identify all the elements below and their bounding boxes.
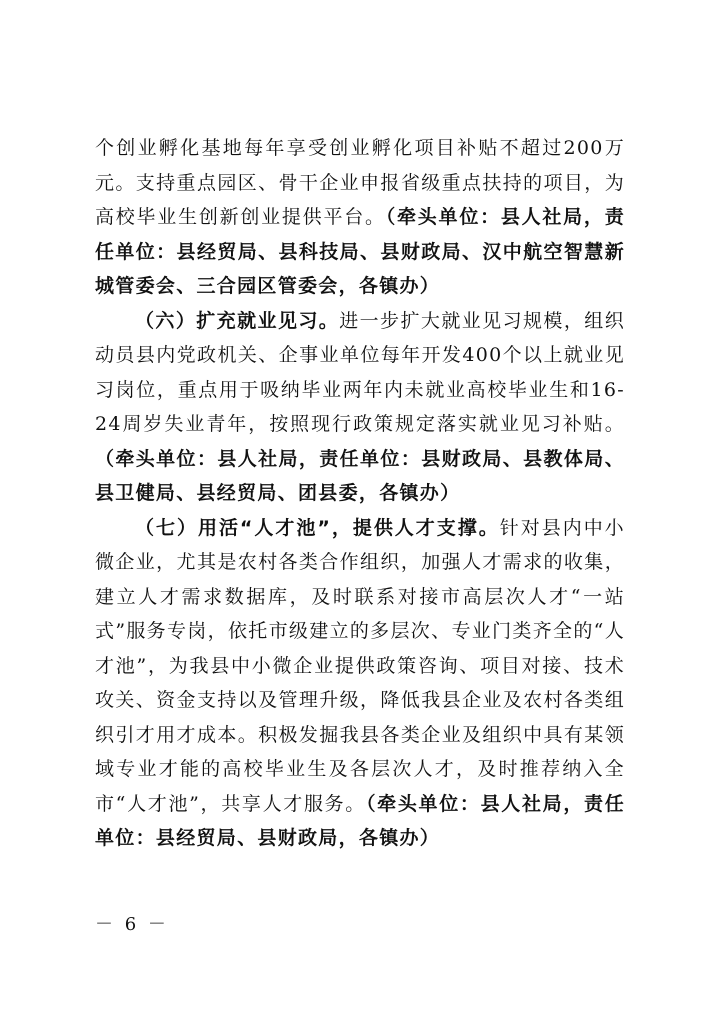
section-heading-internship: （六）扩充就业见习。	[135, 309, 340, 332]
paragraph-talent-pool	[95, 511, 625, 856]
paragraph-text: 针对县内中小微企业，尤其是农村各类合作组织，加强人才需求的收集，建立人才需求数据库，及时联系对接市高层次人才“一站式”服务专岗，依托市级建立的多层次、专业门类齐全的“人才池”，为我县中小微企业提供政策咨询、项目对接、技术攻关、资金支持以及管理升级，降低我县企业及农村各类组织引才用才成本。积极发掘我县各类企业及组织中具有某领域专业才能的高校毕业生及各层次人才，及时推荐纳入全市“人才池”，共享人才服务。	[95, 516, 625, 815]
section-heading-talent-pool: （七）用活“人才池”，提供人才支撑。	[135, 516, 500, 539]
paragraph-incubation	[95, 131, 625, 304]
responsibility-note: （牵头单位：县人社局，责任单位：县经贸局、县科技局、县财政局、汉中航空智慧新城管委会、三合园区管委会，各镇办）	[95, 206, 625, 297]
responsibility-note: （牵头单位：县人社局，责任单位：县财政局、县教体局、县卫健局、县经贸局、团县委，各镇办）	[95, 447, 625, 504]
paragraph-text: 个创业孵化基地每年享受创业孵化项目补贴不超过200万元。支持重点园区、骨干企业申报省级重点扶持的项目，为高校毕业生创新创业提供平台。	[95, 137, 625, 228]
paragraph-internship	[95, 304, 625, 511]
responsibility-note: （牵头单位：县人社局，责任单位：县经贸局、县财政局，各镇办）	[95, 792, 625, 849]
document-body	[95, 131, 625, 856]
page-number: － 6 －	[95, 914, 169, 935]
paragraph-text: 进一步扩大就业见习规模，组织动员县内党政机关、企事业单位每年开发400个以上就业见习岗位，重点用于吸纳毕业两年内未就业高校毕业生和16-24周岁失业青年，按照现行政策规定落实就业见习补贴。	[95, 309, 625, 435]
